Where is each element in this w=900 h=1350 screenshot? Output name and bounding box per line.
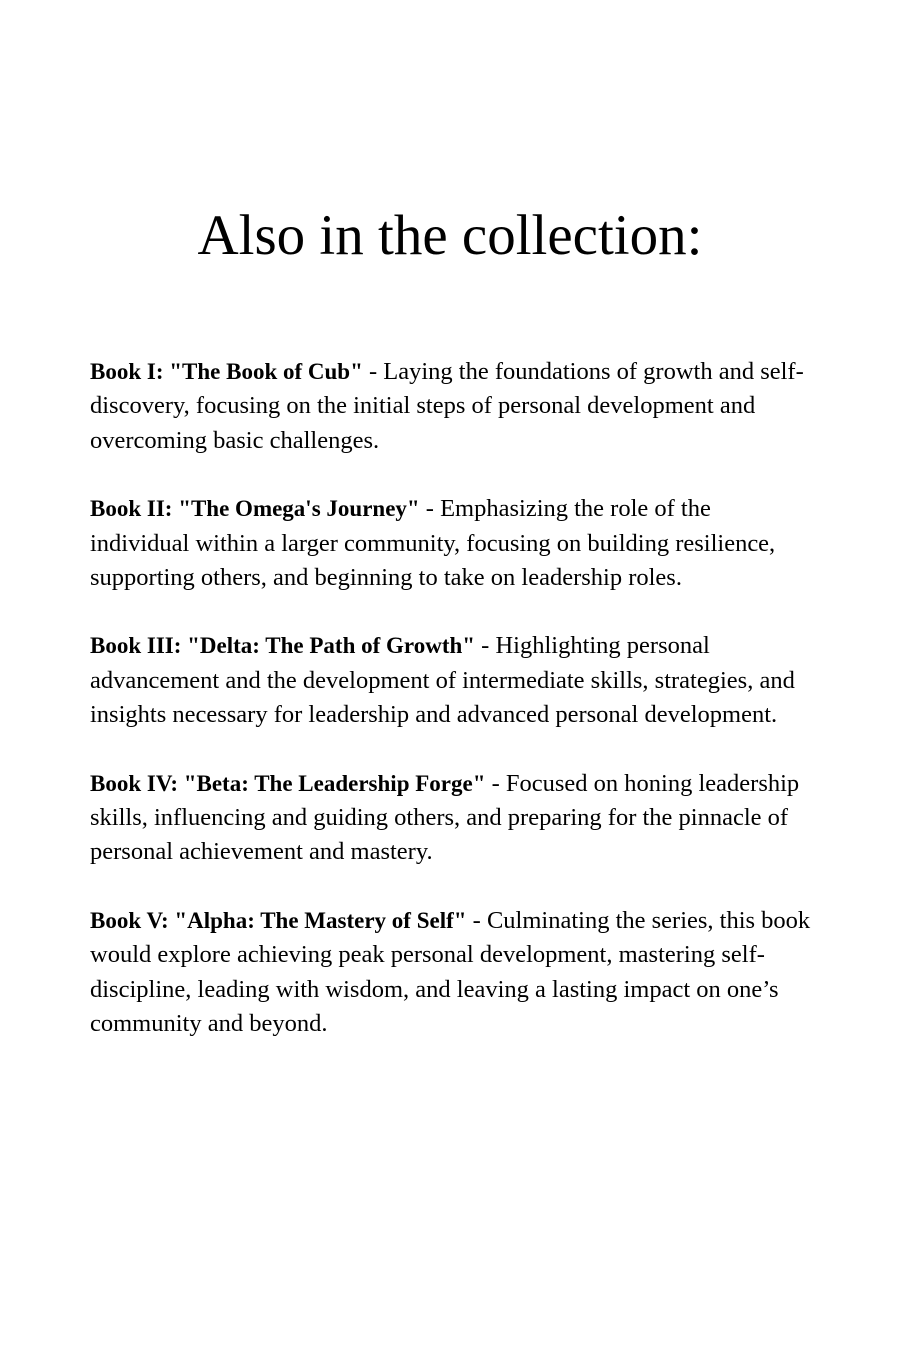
- book-description: - Highlighting personal advancement and the development of intermediate skills, strategies, and insights necessary for leadership and advanced personal development.: [90, 632, 795, 729]
- book-title: Book III: "Delta: The Path of Growth": [90, 633, 476, 659]
- book-title: Book II: "The Omega's Journey": [90, 496, 420, 522]
- book-description: - Emphasizing the role of the individual within a larger community, focusing on building resilience, supporting others, and beginning to take on leadership roles.: [90, 495, 776, 592]
- book-title: Book I: "The Book of Cub": [90, 359, 363, 384]
- page-title: Also in the collection:: [197, 204, 703, 267]
- book-title: Book IV: "Beta: The Leadership Forge": [90, 770, 486, 796]
- book-description: - Culminating the series, this book would explore achieving peak personal development, mastering self-discipline, leading with wisdom, and leaving a lasting impact on one’s community and beyond.: [90, 906, 811, 1038]
- book-entry-4: [90, 767, 815, 870]
- book-entry-5: [90, 904, 815, 1042]
- book-description: - Focused on honing leadership skills, influencing and guiding others, and preparing for the pinnacle of personal achievement and mastery.: [90, 769, 800, 866]
- book-entry-1: [90, 355, 815, 458]
- book-entry-2: [90, 492, 815, 595]
- book-description: - Laying the foundations of growth and self-discovery, focusing on the initial steps of personal development and overcoming basic challenges.: [90, 358, 804, 454]
- book-title: Book V: "Alpha: The Mastery of Self": [90, 907, 467, 933]
- book-list: [90, 355, 815, 1076]
- book-entry-3: [90, 629, 815, 732]
